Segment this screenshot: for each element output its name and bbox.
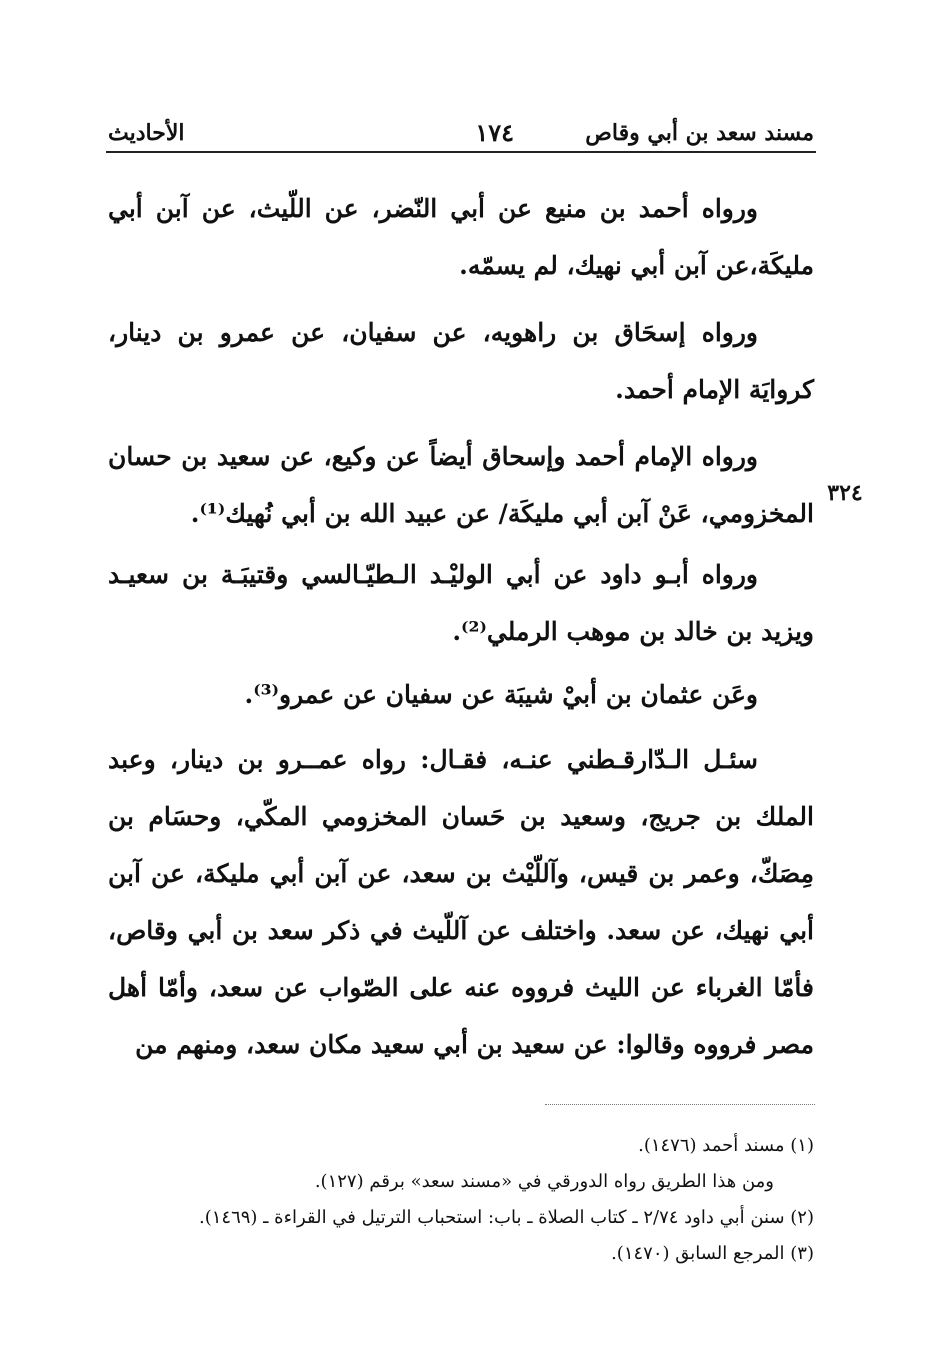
footnotes: [108, 1128, 814, 1272]
footnote-continuation: ومن هذا الطريق رواه الدورقي في «مسند سعد» برقم (١٢٧).: [314, 1171, 774, 1192]
header-section-title: الأحاديث: [108, 120, 185, 146]
paragraph: ورواه أبـو داود عن أبي الوليْـد الـطيّـالسي وقتيبَـة بن سعيـد ويزيد بن خالد بن موهب الرملي⁽²⁾.: [108, 560, 814, 646]
paragraph: وعَن عثمان بن أبيْ شيبَة عن سفيان عن عمرو⁽³⁾.: [244, 680, 758, 709]
footnote-divider: [545, 1104, 815, 1106]
margin-page-reference: ٣٢٤: [827, 480, 863, 506]
paragraph: ورواه إسحَاق بن راهويه، عن سفيان، عن عمرو بن دينار، كروايَة الإمام أحمد.: [108, 318, 814, 404]
footnote: (١) مسند أحمد (١٤٧٦).: [638, 1135, 814, 1156]
running-header: [108, 114, 814, 150]
footnote: (٣) المرجع السابق (١٤٧٠).: [611, 1243, 814, 1264]
header-divider: [106, 151, 816, 153]
main-text: [108, 180, 814, 1073]
paragraph: ورواه أحمد بن منيع عن أبي النّضر، عن اللّيث، عن آبن أبي مليكَة،عن آبن أبي نهيك، لم يسمّه.: [108, 194, 814, 280]
header-book-title: مسند سعد بن أبي وقاص: [585, 120, 814, 146]
paragraph: ورواه الإمام أحمد وإسحاق أيضاً عن وكيع، عن سعيد بن حسان المخزومي، عَنْ آبن أبي مليكَة/ عن عبيد الله بن أبي نُهيك⁽¹⁾.: [108, 442, 814, 528]
page-number: ١٧٤: [475, 118, 514, 147]
paragraph: سئـل الـدّارقـطني عنـه، فقـال: رواه عمــرو بن دينار، وعبد الملك بن جريج، وسعيد بن حَسان المخزومي المكّي، وحسَام بن مِصَكّ، وعمر بن قيس، وآللّيْث بن سعد، عن آبن أبي مليكة، عن آبن أبي نهيك، عن سعد. واختلف عن آللّيث في ذكر سعد بن أبي وقاص، فأمّا الغرباء عن الليث فرووه عنه على الصّواب عن سعد، وأمّا أهل مصر فرووه وقالوا: عن سعيد بن أبي سعيد مكان سعد، ومنهم من: [108, 745, 814, 1059]
footnote: (٢) سنن أبي داود ٢/٧٤ ـ كتاب الصلاة ـ باب: استحباب الترتيل في القراءة ـ (١٤٦٩).: [198, 1207, 814, 1228]
